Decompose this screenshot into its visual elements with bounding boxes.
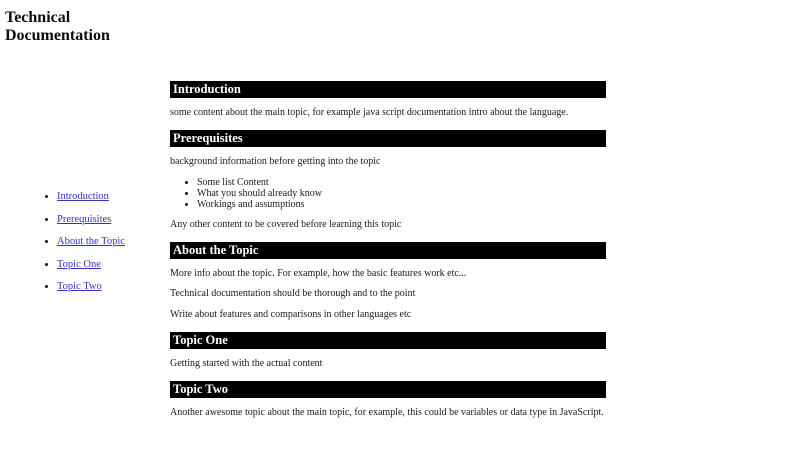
nav-item-about-the-topic	[57, 236, 125, 248]
paragraph: Another awesome topic about the main topic, for example, this could be variables or data type in JavaScript.	[170, 406, 604, 418]
nav-item-prerequisites	[57, 214, 125, 226]
nav-link-prerequisites[interactable]: Prerequisites	[57, 213, 112, 225]
nav-link-about-the-topic[interactable]: About the Topic	[57, 236, 125, 247]
section-introduction	[170, 81, 606, 119]
section-topic-one	[170, 332, 606, 370]
section-heading-introduction: Introduction	[170, 81, 606, 98]
section-heading-about-the-topic: About the Topic	[170, 242, 606, 259]
nav-item-topic-one	[57, 259, 125, 271]
section-heading-topic-two: Topic Two	[170, 381, 606, 398]
nav-list	[32, 191, 125, 293]
paragraph: Technical documentation should be thorough and to the point	[170, 288, 416, 299]
paragraph: Any other content to be covered before learning this topic	[170, 218, 402, 230]
prerequisites-list	[170, 177, 606, 210]
list-item: • What you should already know	[197, 188, 606, 199]
main-content	[170, 81, 606, 427]
nav-link-topic-two[interactable]: Topic Two	[57, 281, 102, 292]
nav-link-topic-one[interactable]: Topic One	[57, 258, 101, 270]
section-topic-two	[170, 381, 606, 419]
section-about-the-topic	[170, 242, 606, 321]
paragraph: background information before getting into the topic	[170, 156, 381, 167]
nav-item-topic-two	[57, 281, 125, 293]
paragraph: Write about features and comparisons in other languages etc	[170, 308, 412, 320]
list-item: • Workings and assumptions	[197, 199, 606, 210]
sidebar-nav	[32, 191, 125, 304]
section-heading-prerequisites: Prerequisites	[170, 130, 606, 147]
section-heading-topic-one: Topic One	[170, 332, 606, 349]
paragraph: More info about the topic. For example, how the basic features work etc...	[170, 267, 467, 279]
nav-link-introduction[interactable]: Introduction	[57, 191, 109, 202]
list-item: • Some list Content	[197, 177, 606, 188]
nav-item-introduction	[57, 191, 125, 203]
section-prerequisites	[170, 130, 606, 230]
page-title: Technical Documentation	[5, 9, 110, 44]
paragraph: some content about the main topic, for example java script documentation intro about the language.	[170, 107, 569, 118]
paragraph: Getting started with the actual content	[170, 357, 323, 369]
